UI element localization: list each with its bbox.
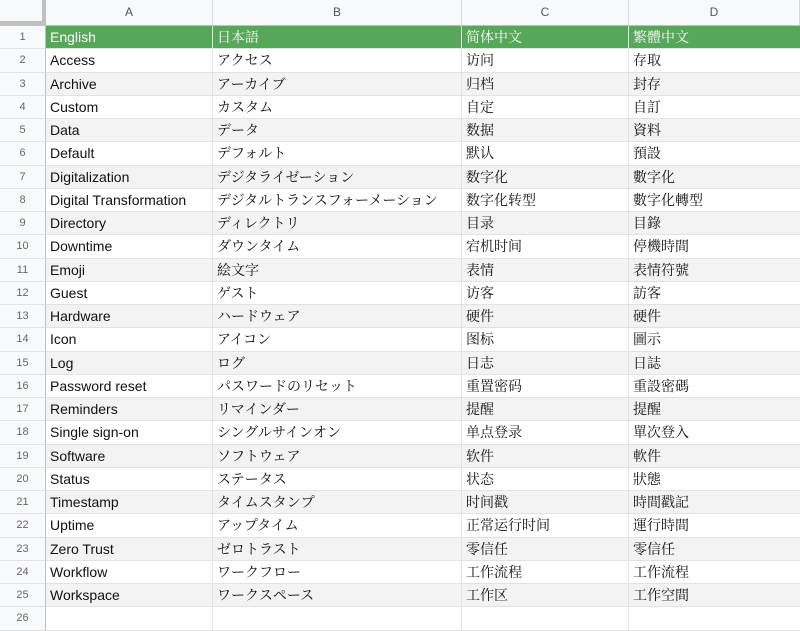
cell-c7[interactable]: 数字化 [462,166,629,189]
row-number[interactable]: 9 [0,212,46,235]
cell-c24[interactable]: 工作流程 [462,561,629,584]
cell-c26[interactable] [462,607,629,630]
cell-a12[interactable]: Guest [46,282,213,305]
cell-b24[interactable]: ワークフロー [213,561,462,584]
table-row [0,561,800,584]
row-number[interactable]: 5 [0,119,46,142]
cell-a19[interactable]: Software [46,445,213,468]
cell-c9[interactable]: 目录 [462,212,629,235]
table-row [0,73,800,96]
table-row [0,142,800,165]
row-number[interactable]: 18 [0,421,46,444]
cell-a4[interactable]: Custom [46,96,213,119]
cell-b21[interactable]: タイムスタンプ [213,491,462,514]
cell-d7[interactable]: 數字化 [629,166,800,189]
table-row [0,282,800,305]
cell-a9[interactable]: Directory [46,212,213,235]
cell-c8[interactable]: 数字化转型 [462,189,629,212]
cell-c16[interactable]: 重置密码 [462,375,629,398]
cell-a20[interactable]: Status [46,468,213,491]
cell-d18[interactable]: 單次登入 [629,421,800,444]
cell-c11[interactable]: 表情 [462,259,629,282]
cell-a25[interactable]: Workspace [46,584,213,607]
table-row [0,538,800,561]
cell-d12[interactable]: 訪客 [629,282,800,305]
cell-b5[interactable]: データ [213,119,462,142]
cell-d9[interactable]: 目錄 [629,212,800,235]
table-row [0,96,800,119]
table-row [0,398,800,421]
cell-b14[interactable]: アイコン [213,328,462,351]
cell-c3[interactable]: 归档 [462,73,629,96]
cell-b13[interactable]: ハードウェア [213,305,462,328]
header-row [0,26,800,49]
row-number[interactable]: 7 [0,166,46,189]
row-number[interactable]: 16 [0,375,46,398]
cell-d17[interactable]: 提醒 [629,398,800,421]
cell-a11[interactable]: Emoji [46,259,213,282]
cell-c10[interactable]: 宕机时间 [462,235,629,258]
row-number[interactable]: 2 [0,49,46,72]
cell-b19[interactable]: ソフトウェア [213,445,462,468]
cell-a17[interactable]: Reminders [46,398,213,421]
row-number[interactable]: 17 [0,398,46,421]
row-number[interactable]: 21 [0,491,46,514]
table-row [0,375,800,398]
cell-d2[interactable]: 存取 [629,49,800,72]
cell-b10[interactable]: ダウンタイム [213,235,462,258]
table-row [0,212,800,235]
table-row [0,445,800,468]
cell-a15[interactable]: Log [46,352,213,375]
cell-c23[interactable]: 零信任 [462,538,629,561]
cell-a5[interactable]: Data [46,119,213,142]
table-row [0,491,800,514]
cell-a10[interactable]: Downtime [46,235,213,258]
row-number[interactable]: 24 [0,561,46,584]
cell-c18[interactable]: 单点登录 [462,421,629,444]
cell-a7[interactable]: Digitalization [46,166,213,189]
cell-d16[interactable]: 重設密碼 [629,375,800,398]
cell-b15[interactable]: ログ [213,352,462,375]
table-row [0,166,800,189]
cell-c19[interactable]: 软件 [462,445,629,468]
row-number[interactable]: 8 [0,189,46,212]
cell-c4[interactable]: 自定 [462,96,629,119]
row-number[interactable]: 1 [0,26,46,49]
table-row [0,584,800,607]
cell-c5[interactable]: 数据 [462,119,629,142]
row-number[interactable]: 20 [0,468,46,491]
cell-d1[interactable]: 繁體中文 [629,26,800,49]
cell-b16[interactable]: パスワードのリセット [213,375,462,398]
table-row [0,352,800,375]
cell-d24[interactable]: 工作流程 [629,561,800,584]
cell-a18[interactable]: Single sign-on [46,421,213,444]
row-number[interactable]: 23 [0,538,46,561]
cell-a22[interactable]: Uptime [46,514,213,537]
cell-b7[interactable]: デジタライゼーション [213,166,462,189]
row-number[interactable]: 10 [0,235,46,258]
cell-a23[interactable]: Zero Trust [46,538,213,561]
column-header-b[interactable]: B [213,0,462,25]
cell-c22[interactable]: 正常运行时间 [462,514,629,537]
cell-b1[interactable]: 日本語 [213,26,462,49]
row-number[interactable]: 13 [0,305,46,328]
row-number[interactable]: 15 [0,352,46,375]
cell-d10[interactable]: 停機時間 [629,235,800,258]
cell-d26[interactable] [629,607,800,630]
cell-a2[interactable]: Access [46,49,213,72]
cell-d5[interactable]: 資料 [629,119,800,142]
cell-b20[interactable]: ステータス [213,468,462,491]
cell-b3[interactable]: アーカイブ [213,73,462,96]
cell-d13[interactable]: 硬件 [629,305,800,328]
cell-b18[interactable]: シングルサインオン [213,421,462,444]
cell-b4[interactable]: カスタム [213,96,462,119]
cell-a3[interactable]: Archive [46,73,213,96]
cell-b22[interactable]: アップタイム [213,514,462,537]
table-row [0,49,800,72]
cell-b6[interactable]: デフォルト [213,142,462,165]
cell-d20[interactable]: 狀態 [629,468,800,491]
cell-a16[interactable]: Password reset [46,375,213,398]
select-all-corner[interactable] [0,0,46,25]
table-row [0,119,800,142]
row-number[interactable]: 19 [0,445,46,468]
table-row [0,607,800,630]
cell-a1[interactable]: English [46,26,213,49]
cell-c13[interactable]: 硬件 [462,305,629,328]
row-number[interactable]: 14 [0,328,46,351]
cell-b25[interactable]: ワークスペース [213,584,462,607]
cell-a24[interactable]: Workflow [46,561,213,584]
row-number[interactable]: 11 [0,259,46,282]
cell-c2[interactable]: 访问 [462,49,629,72]
cell-d3[interactable]: 封存 [629,73,800,96]
cell-c25[interactable]: 工作区 [462,584,629,607]
table-row [0,235,800,258]
row-number[interactable]: 3 [0,73,46,96]
cell-b9[interactable]: ディレクトリ [213,212,462,235]
cell-a14[interactable]: Icon [46,328,213,351]
cell-b2[interactable]: アクセス [213,49,462,72]
cell-b11[interactable]: 絵文字 [213,259,462,282]
row-number[interactable]: 12 [0,282,46,305]
cell-d22[interactable]: 運行時間 [629,514,800,537]
row-number[interactable]: 25 [0,584,46,607]
cell-d11[interactable]: 表情符號 [629,259,800,282]
cell-b26[interactable] [213,607,462,630]
table-row [0,189,800,212]
cell-c1[interactable]: 简体中文 [462,26,629,49]
column-header-a[interactable]: A [46,0,213,25]
cell-d14[interactable]: 圖示 [629,328,800,351]
cell-b12[interactable]: ゲスト [213,282,462,305]
cell-d8[interactable]: 數字化轉型 [629,189,800,212]
cell-a21[interactable]: Timestamp [46,491,213,514]
cell-c6[interactable]: 默认 [462,142,629,165]
cell-c21[interactable]: 时间戳 [462,491,629,514]
table-row [0,305,800,328]
cell-d21[interactable]: 時間戳記 [629,491,800,514]
table-row [0,328,800,351]
row-number[interactable]: 4 [0,96,46,119]
cell-a6[interactable]: Default [46,142,213,165]
column-header-d[interactable]: D [629,0,800,25]
row-number[interactable]: 6 [0,142,46,165]
cell-d4[interactable]: 自訂 [629,96,800,119]
cell-a26[interactable] [46,607,213,630]
column-header-c[interactable]: C [462,0,629,25]
cell-b17[interactable]: リマインダー [213,398,462,421]
column-header-bar [0,0,800,26]
table-row [0,259,800,282]
cell-c17[interactable]: 提醒 [462,398,629,421]
cell-a13[interactable]: Hardware [46,305,213,328]
cell-b23[interactable]: ゼロトラスト [213,538,462,561]
table-row [0,468,800,491]
cell-c15[interactable]: 日志 [462,352,629,375]
cell-c20[interactable]: 状态 [462,468,629,491]
table-row [0,514,800,537]
cell-a8[interactable]: Digital Transformation [46,189,213,212]
row-number[interactable]: 26 [0,607,46,630]
cell-c14[interactable]: 图标 [462,328,629,351]
cell-d23[interactable]: 零信任 [629,538,800,561]
cell-b8[interactable]: デジタルトランスフォーメーション [213,189,462,212]
cell-d19[interactable]: 軟件 [629,445,800,468]
cell-d15[interactable]: 日誌 [629,352,800,375]
cell-d25[interactable]: 工作空間 [629,584,800,607]
cell-c12[interactable]: 访客 [462,282,629,305]
row-number[interactable]: 22 [0,514,46,537]
table-row [0,421,800,444]
cell-d6[interactable]: 預設 [629,142,800,165]
